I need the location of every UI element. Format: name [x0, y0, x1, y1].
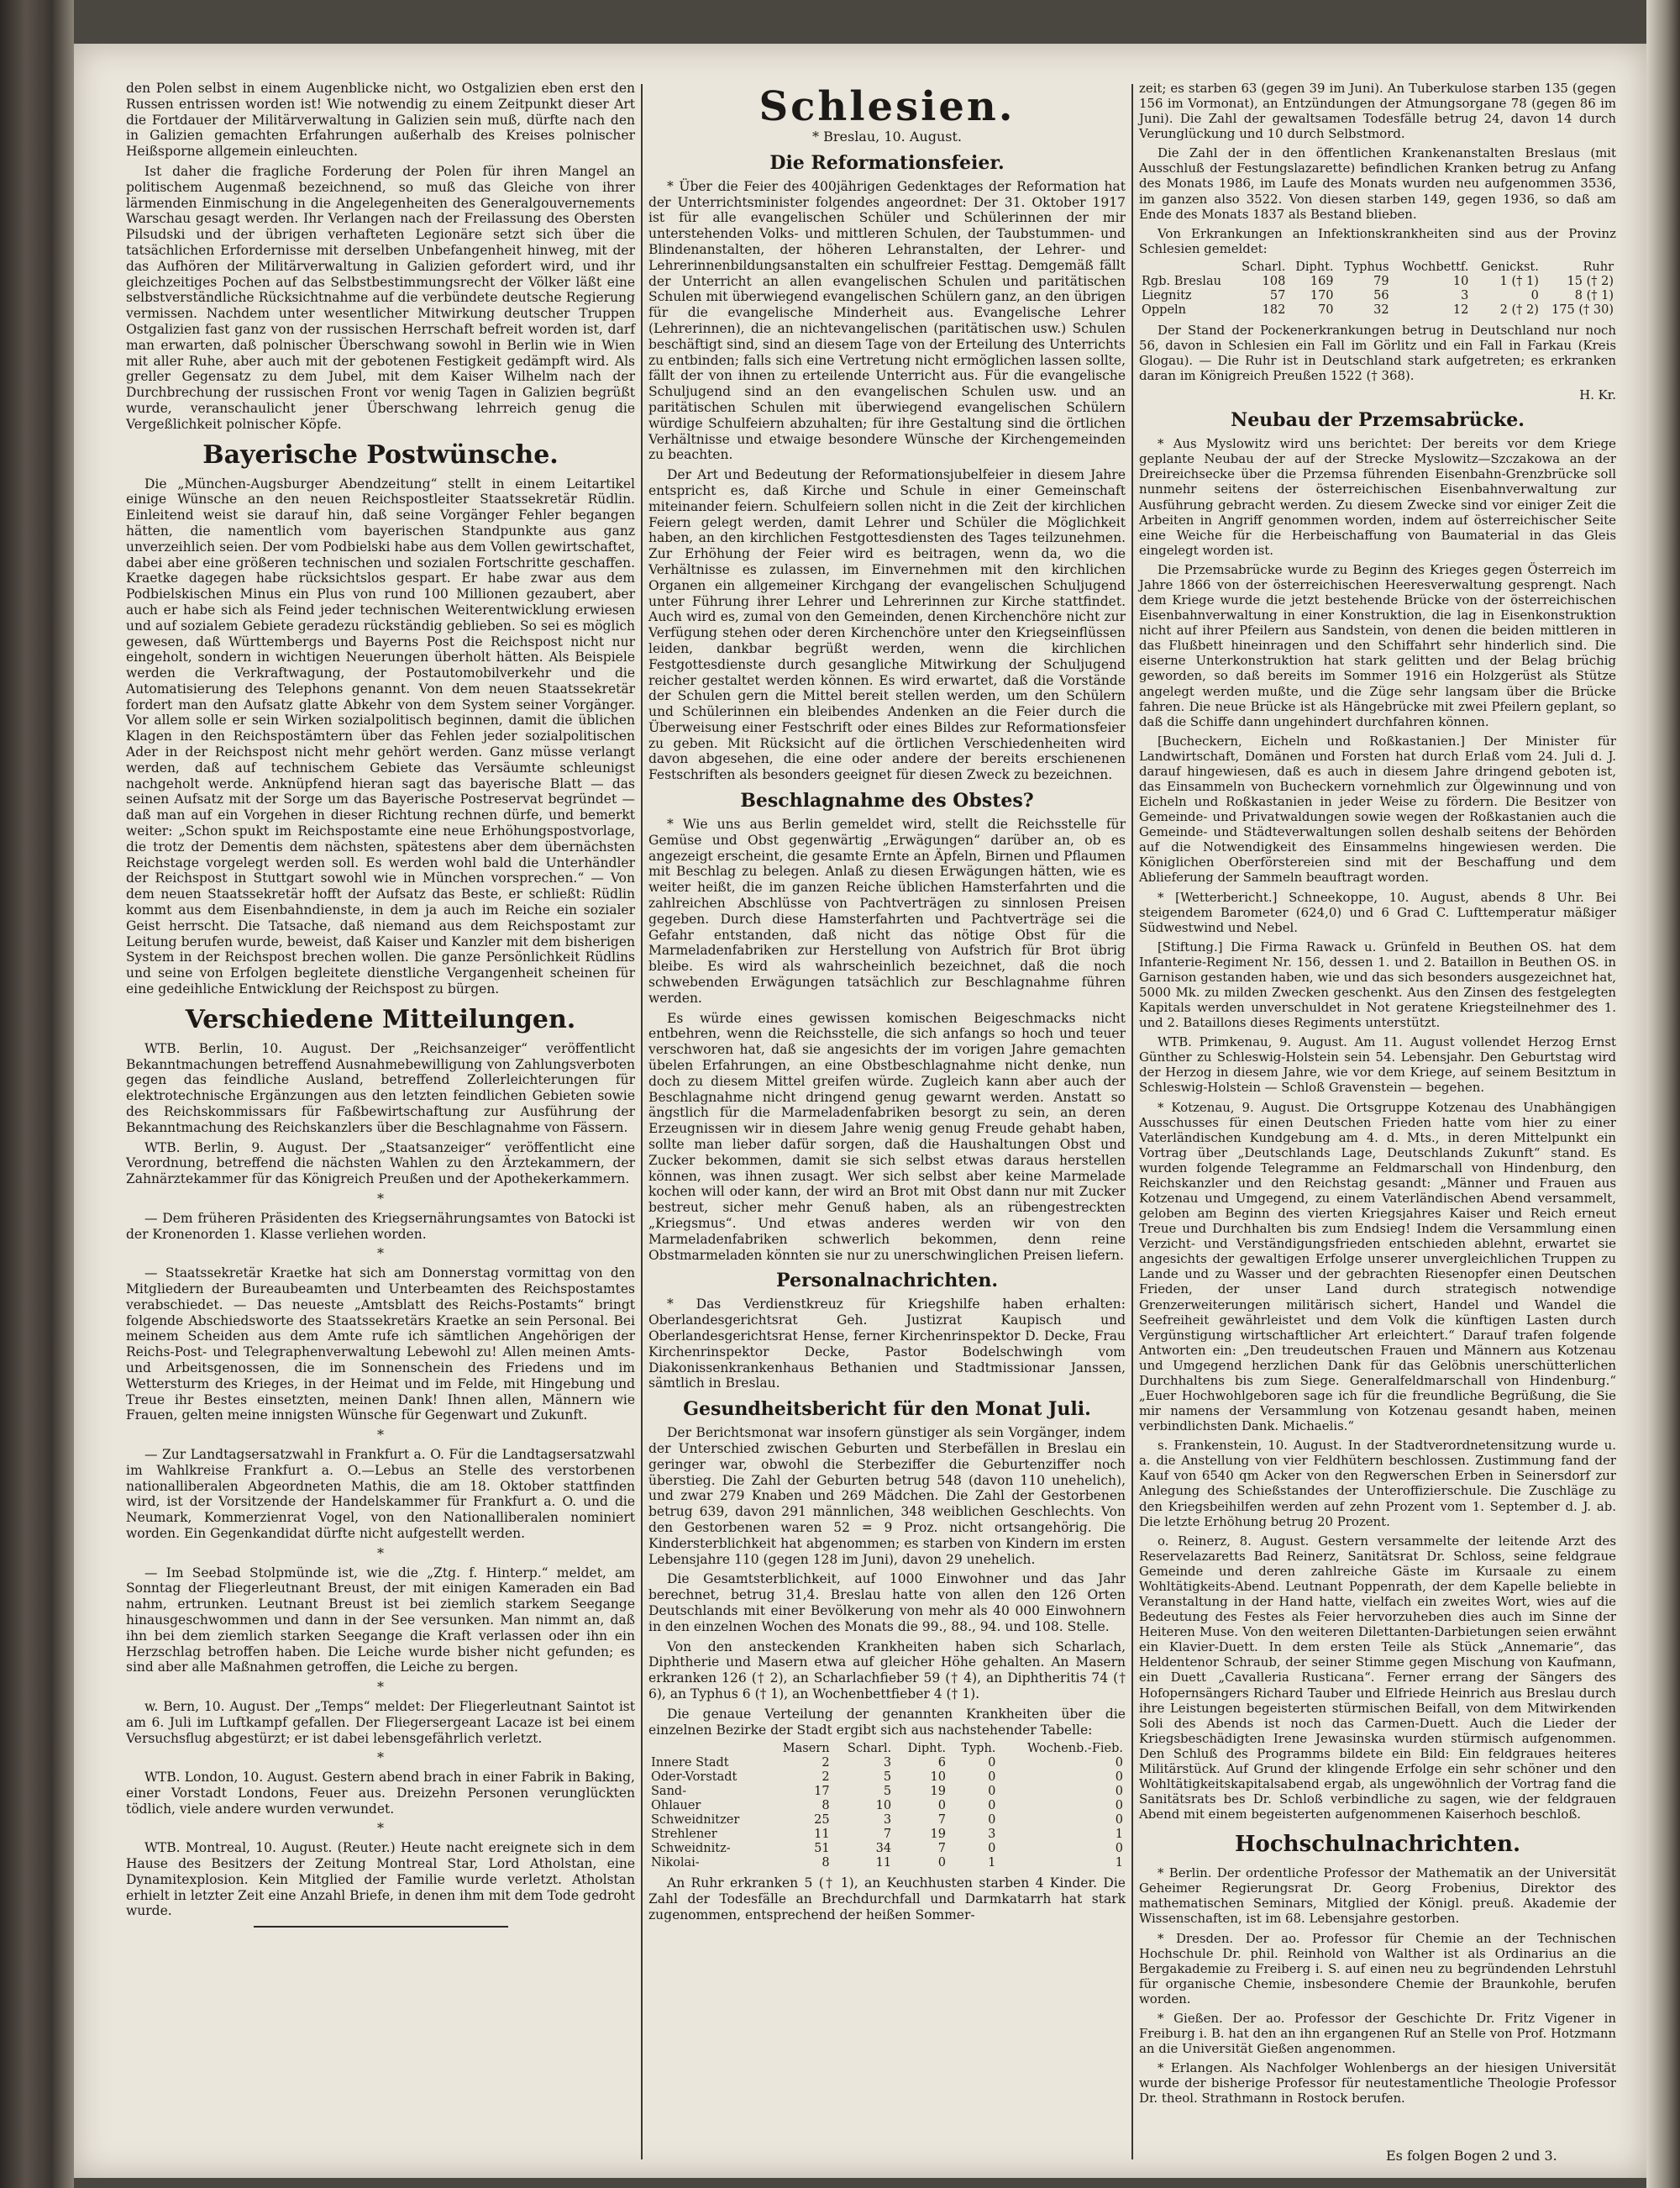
table-cell: 34 [875, 1842, 892, 1856]
table-cell: 70 [1318, 302, 1334, 317]
table-cell: 0 [988, 1785, 996, 1799]
separator-asterisk: * [377, 1191, 384, 1207]
table-cell: 0 [937, 1856, 946, 1870]
article-paragraph: An Ruhr erkranken 5 († 1), an Keuchhusten starben 4 Kinder. Die Zahl der Todesfälle an Brechdurchfall und Darmkatarrh hat stark zugenommen, entsprechend der heißen Sommer- [648, 1875, 1126, 1922]
table-cell: 170 [1310, 288, 1334, 302]
table-cell: 17 [814, 1785, 830, 1799]
table-cell: 1 [988, 1856, 996, 1870]
table-cell: 25 [814, 1813, 830, 1828]
news-item: * Berlin. Der ordentliche Professor der Mathematik an der Universität Geheimer Regierungsrat Dr. Georg Frobenius, Direktor des mathematischen Seminars, Mitglied der Königl. preuß. Akademie der Wissenschaften, ist im 68. Lebensjahre gestorben. [1139, 1865, 1616, 1927]
table-row [648, 1828, 1126, 1842]
continuation-note: Es folgen Bogen 2 und 3. [1386, 2148, 1557, 2164]
article-paragraph: Die Zahl der in den öffentlichen Krankenanstalten Breslaus (mit Ausschluß der Festungslazarette) befindlichen Kranken betrug zu Anfang des Monats 1986, im Laufe des Monats wurden neu aufgenommen 3536, im ganzen also 3522. Von diesen starben 149, gegen 1936, so daß am Ende des Monats 1837 als Bestand blieben. [1139, 145, 1616, 222]
table-cell: 3 [883, 1756, 892, 1770]
table-header-cell: Wochenb.-Fieb. [1027, 1742, 1123, 1756]
article-paragraph: * Aus Myslowitz wird uns berichtet: Der bereits vor dem Kriege geplante Neubau der auf der Strecke Myslowitz—Szczakowa an der Dreireichsecke über die Przemsa führenden Eisenbahn-Grenzbrücke soll nunmehr seitens der österreichischen Eisenbahnverwaltung zur Ausführung gebracht werden. Zu diesem Zwecke sind vor einiger Zeit die Arbeiten in Angriff genommen worden, indem auf österreichischer Seite eine Weiche für die Herbeischaffung von Baumaterial in das Gleis eingelegt worden ist. [1139, 436, 1616, 558]
separator-asterisk: * [377, 1679, 384, 1696]
news-item: — Im Seebad Stolpmünde ist, wie die „Ztg. f. Hinterp.“ meldet, am Sonntag der Fliegerleutnant Breust, der mit einigen Kameraden ein Bad nahm, ertrunken. Leutnant Breust ist bei ziemlich starkem Seegange hinausgeschwommen und dann in der See versunken. Man nimmt an, daß ihn bei dem ziemlich starken Seegange die Kraft verlassen oder ihn ein Herzschlag betroffen haben. Die Leiche wurde bisher nicht gefunden; es sind aber alle Maßnahmen getroffen, die Leiche zu bergen. [126, 1565, 635, 1675]
table-header-cell: Masern [782, 1742, 830, 1756]
article-paragraph: Die genaue Verteilung der genannten Krankheiten über die einzelnen Bezirke der Stadt ergibt sich aus nachstehender Tabelle: [648, 1706, 1126, 1738]
table-cell: 79 [1373, 274, 1389, 288]
article-paragraph: Der Berichtsmonat war insofern günstiger als sein Vorgänger, indem der Unterschied zwischen Geburten und Sterbefällen in Breslau ein geringer war, obwohl die Sterbeziffer die Geburtenziffer noch überstieg. Die Zahl der Geburten betrug 548 (davon 110 unehelich), und zwar 279 Knaben und 269 Mädchen. Die Zahl der Gestorbenen betrug 639, davon 291 männlichen, 348 weiblichen Geschlechts. Von den Gestorbenen waren 52 = 9 Proz. nicht ortsangehörig. Die Kindersterblichkeit hat abgenommen; es starben von Kindern im ersten Lebensjahre 110 (gegen 128 im Juni), davon 29 unehelich. [648, 1425, 1126, 1567]
table-row [648, 1785, 1126, 1799]
heading-verschiedene-mitteilungen: Verschiedene Mitteilungen. [185, 1004, 576, 1034]
article-paragraph: Von den ansteckenden Krankheiten haben sich Scharlach, Diphtherie und Masern etwa auf gleicher Höhe gehalten. An Masern erkranken 126 († 2), an Scharlachfieber 59 († 4), an Diphtheritis 74 († 6), an Typhus 6 († 1), an Wochenbettfieber 4 († 1). [648, 1638, 1126, 1701]
separator-asterisk: * [377, 1820, 384, 1837]
table-header-row [648, 1742, 1126, 1756]
news-item: * Dresden. Der ao. Professor für Chemie an der Technischen Hochschule Dr. phil. Reinhold von Walther ist als Ordinarius an die Bergakademie zu Freiberg i. S. auf einen neu zu begründenden Lehrstuhl für organische Chemie, insbesondere Chemie der Braunkohle, berufen worden. [1139, 1930, 1616, 2007]
table-row [648, 1856, 1126, 1870]
disease-table [648, 1742, 1126, 1870]
table-cell: 51 [814, 1842, 830, 1856]
table-cell: 0 [1115, 1770, 1123, 1785]
table-cell: 8 [822, 1856, 830, 1870]
news-item: s. Frankenstein, 10. August. In der Stadtverordnetensitzung wurde u. a. die Anstellung von vier Feldhütern beschlossen. Zustimmung fand der Kauf von 6540 qm Acker von den Regwerschen Erben in Seinersdorf zur Anlegung des Schießstandes der Unteroffizierschule. Die Zuschläge zu den Kriegsbeihilfen werden auf zehn Prozent vom 1. September d. J. ab. Die letzte Erhöhung betrug 20 Prozent. [1139, 1438, 1616, 1529]
heading-przemsabruecke: Neubau der Przemsabrücke. [1231, 409, 1525, 432]
article-paragraph: den Polen selbst in einem Augenblicke nicht, wo Ostgalizien eben erst den Russen entrissen worden ist! Wie notwendig zu einem Zeitpunkt dieser Art die Fortdauer der Militärverwaltung in Galizien sein muß, dürfte nach den in Galizien gemachten Erfahrungen außerhalb des Kreises polnischer Heißsporne allgemein einleuchten. [126, 81, 635, 160]
column-rule [641, 84, 643, 2159]
column-left [126, 81, 635, 1934]
article-paragraph: * Das Verdienstkreuz für Kriegshilfe haben erhalten: Oberlandesgerichtsrat Geh. Justizrat Kaupisch und Oberlandesgerichtsrat Hense, ferner Kirchenrinspektor D. Decke, Frau Kirchenrinspektor Decke, Pastor Bodelschwingh vom Diakonissenkrankenhaus Bethanien und Stadtmissionar Janssen, sämtlich in Breslau. [648, 1296, 1126, 1391]
separator-asterisk: * [377, 1427, 384, 1444]
table-row [1139, 275, 1616, 289]
article-paragraph: zeit; es starben 63 (gegen 39 im Juni). An Tuberkulose starben 135 (gegen 156 im Vormonat), an Entzündungen der Atmungsorgane 78 (gegen 86 im Juni). Die Zahl der gewaltsamen Todesfälle betrug 24, davon 14 durch Verunglückung und 10 durch Selbstmord. [1139, 81, 1616, 142]
table-cell: 2 [822, 1756, 830, 1770]
article-paragraph: * Über die Feier des 400jährigen Gedenktages der Reformation hat der Unterrichtsminister folgendes angeordnet: Der 31. Oktober 1917 ist für alle evangelischen Schüler und Schülerinnen der mir unterstehenden Volks- und mittleren Schulen, der Taubstummen- und Blindenanstalten, der höheren Lehranstalten, der Lehrer- und Lehrerinnenbildungsanstalten ein schulfreier Festtag. Demgemäß fällt der Unterricht an allen evangelischen Schulen und paritätischen Schulen mit überwiegend evangelischen Schülern ganz, an den übrigen für die evangelische Minderheit aus. Evangelische Lehrer (Lehrerinnen), die an nichtevangelischen (paritätischen usw.) Schulen beschäftigt sind, sind an diesem Tage von der Erteilung des Unterrichts zu entbinden; falls sich eine Vertretung nicht ermöglichen lassen sollte, fällt der von ihnen zu erteilende Unterricht aus. Für die evangelische Schuljugend sind an den evangelischen Schulen usw. und an paritätischen Schulen mit überwiegend evangelischen Schülern würdige Schulfeiern abzuhalten; für ihre Gestaltung sind die örtlichen Verhältnisse und etwaige besondere Wünsche der Kirchengemeinden zu beachten. [648, 178, 1126, 463]
news-item: * Gießen. Der ao. Professor der Geschichte Dr. Fritz Vigener in Freiburg i. B. hat den an ihn ergangenen Ruf an Stelle von Prof. Hotzmann an die Universität Gießen angenommen. [1139, 2010, 1616, 2057]
news-item: WTB. Primkenau, 9. August. Am 11. August vollendet Herzog Ernst Günther zu Schleswig-Holstein sein 54. Lebensjahr. Den Geburtstag wird der Herzog in diesem Jahre, wie vor dem Kriege, auf seinem Besitztum in Schleswig-Holstein — Schloß Gravenstein — begehen. [1139, 1034, 1616, 1096]
news-item: WTB. Montreal, 10. August. (Reuter.) Heute nacht ereignete sich in dem Hause des Besitzers der Zeitung Montreal Star, Lord Atholstan, eine Dynamitexplosion. Kein Mitglied der Familie wurde verletzt. Atholstan erhielt in letzter Zeit eine Anzahl Briefe, in denen ihm mit dem Tode gedroht wurde. [126, 1840, 635, 1919]
table-cell: 0 [1115, 1813, 1123, 1828]
dateline: * Breslau, 10. August. [812, 129, 962, 145]
table-cell: Ohlauer [651, 1799, 701, 1813]
table-header-cell: Typh. [961, 1742, 996, 1756]
table-cell: 11 [875, 1856, 892, 1870]
table-cell: 19 [930, 1828, 946, 1842]
news-item: — Dem früheren Präsidenten des Kriegsernährungsamtes von Batocki ist der Kronenorden 1. Klasse verliehen worden. [126, 1210, 635, 1242]
table-cell: 15 († 2) [1567, 274, 1614, 288]
table-cell: 0 [1530, 288, 1539, 302]
table-cell: 2 († 2) [1499, 302, 1539, 317]
table-cell: 1 [1115, 1828, 1123, 1842]
heading-beschlagnahme-obstes: Beschlagnahme des Obstes? [740, 790, 1034, 813]
table-header-cell: Genickst. [1480, 260, 1539, 274]
table-header-cell [648, 1742, 767, 1756]
table-cell: Oder-Vorstadt [651, 1770, 738, 1785]
table-header-row [1139, 260, 1616, 275]
table-cell: 0 [1115, 1799, 1123, 1813]
heading-personalnachrichten: Personalnachrichten. [776, 1270, 998, 1292]
news-item: — Staatssekretär Kraetke hat sich am Donnerstag vormittag von den Mitgliedern der Bureaubeamten und Unterbeamten des Reichspostamtes verabschiedet. — Das neueste „Amtsblatt des Reichs-Postamts“ bringt folgende Abschiedsworte des Staatssekretärs Kraetke an sein Personal. Bei meinem Scheiden aus dem Amte rufe ich sämtlichen Angehörigen der Reichs-Post- und Telegraphenverwaltung Lebewohl zu! Allen meinen Amts- und Arbeitsgenossen, die im Sonnenschein des Friedens und im Wettersturm des Krieges, in der Heimat und im Felde, mit Hingebung und Treue ihr Bestes einsetzten, meinen Dank! Ihnen allen, Männern wie Frauen, gelten meine innigsten Wünsche für Gegenwart und Zukunft. [126, 1265, 635, 1423]
table-cell: 1 [1115, 1856, 1123, 1870]
table-cell: Innere Stadt [651, 1756, 729, 1770]
table-cell: 0 [988, 1799, 996, 1813]
table-cell: Sand- [651, 1785, 687, 1799]
table-row [648, 1813, 1126, 1828]
table-row [1139, 303, 1616, 318]
table-cell: 0 [1115, 1756, 1123, 1770]
table-cell: 6 [937, 1756, 946, 1770]
table-cell: 7 [883, 1828, 892, 1842]
table-cell: 3 [1461, 288, 1469, 302]
article-paragraph: Von Erkrankungen an Infektionskrankheiten sind aus der Provinz Schlesien gemeldet: [1139, 225, 1616, 256]
article-paragraph: Die „München-Augsburger Abendzeitung“ stellt in einem Leitartikel einige Wünsche an den neuen Reichspostleiter Staatssekretär Rüdlin. Einleitend weist sie darauf hin, daß seine Vorgänger Fehler begangen hätten, die namentlich vom bayerischen Standpunkte aus ganz unverzeihlich seien. Der vom Podbielski habe aus dem Vollen gewirtschaftet, dabei aber eine größeren technischen und sozialen Fortschritte geschaffen. Kraetke dagegen habe rücksichtslos gespart. Er habe zwar aus dem Podbielskischen Minus ein Plus von rund 100 Millionen gezaubert, aber auch er habe sich als Feind jeder technischen Weiterentwicklung erwiesen und auf sozialem Gebiete geradezu rückständig geblieben. So sei es möglich gewesen, daß Württembergs und Bayerns Post die Reichspost nicht nur eingeholt, sondern in wichtigen Neuerungen überholt hätten. Als Beispiele werden die Verkraftwagung, der Postautomobilverkehr und die Automatisierung des Telephons genannt. Von dem neuen Staatssekretär fordert man den Aufsatz glatte Abkehr von dem System seiner Vorgänger. Vor allem solle er sein Wirken sozialpolitisch beginnen, damit die üblichen Klagen in den Reichspostämtern über das Fehlen jeder sozialpolitischen Ader in der Reichspost nicht mehr gehört werden. Ganz müsse verlangt werden, daß auf technischem Gebiete das Versäumte schleunigst nachgeholt werde. Anknüpfend hieran sagt das bayerische Blatt — das seinen Aufsatz mit der Sorge um das Bayerische Postreservat begründet — daß man auf ein Vorgehen in dieser Richtung rechnen dürfe, und bemerkt weiter: „Schon spukt im Reichspostamte eine neue Erhöhungspostvorlage, die trotz der Dementis dem nächsten, spätestens aber dem übernächsten Reichstage vorgelegt werden soll. Es werden wohl bald die Unterhändler der Reichspost in Stuttgart sowohl wie in München vorsprechen.“ — Von dem neuen Staatssekretär hofft der Aufsatz das Beste, er schließt: Rüdlin kommt aus dem Eisenbahndienste, in dem ja auch im Reiche ein sozialer Geist herrscht. Die Tatsache, daß niemand aus dem Reichspostamt zur Leitung berufen wurde, beweist, daß Kaiser und Kanzler mit dem bisherigen System in der Reichspost brechen wollen. Die ganze Persönlichkeit Rüdlins und seine von Erfolgen begleitete dienstliche Vergangenheit scheinen für eine gedeihliche Entwicklung der Reichspost zu bürgen. [126, 476, 635, 997]
table-cell: 3 [883, 1813, 892, 1828]
table-cell: 0 [988, 1756, 996, 1770]
table-header-cell: Ruhr [1583, 260, 1614, 274]
table-cell: 19 [930, 1785, 946, 1799]
table-header-cell: Wochbettf. [1402, 260, 1469, 274]
table-cell: 8 († 1) [1574, 288, 1614, 302]
table-header-cell: Scharl. [847, 1742, 892, 1756]
table-cell: 10 [1452, 274, 1469, 288]
news-item: * Erlangen. Als Nachfolger Wohlenbergs an der hiesigen Universität wurde der bisherige Professor für neutestamentliche Theologie Professor Dr. theol. Strathmann in Rostock berufen. [1139, 2060, 1616, 2106]
column-right [1139, 81, 1616, 2110]
heading-bayerische-postwuensche: Bayerische Postwünsche. [202, 439, 559, 470]
table-row [648, 1799, 1126, 1813]
table-header-cell: Typhus [1344, 260, 1389, 274]
news-item: * [Wetterbericht.] Schneekoppe, 10. August, abends 8 Uhr. Bei steigendem Barometer (624,0) und 6 Grad C. Lufttemperatur mäßiger Südwestwind und Nebel. [1139, 889, 1616, 935]
article-paragraph: Der Stand der Pockenerkrankungen betrug in Deutschland nur noch 56, davon in Schlesien ein Fall im Görlitz und ein Fall in Farkau (Kreis Glogau). — Die Ruhr ist in Deutschland stark aufgetreten; es erkranken daran im Königreich Preußen 1522 († 368). [1139, 322, 1616, 384]
section-divider [254, 1926, 508, 1928]
section-title-schlesien: Schlesien. [759, 83, 1016, 130]
table-cell: 7 [937, 1813, 946, 1828]
table-cell: 0 [988, 1813, 996, 1828]
table-cell: 1 († 1) [1499, 274, 1539, 288]
table-header-cell: Dipht. [1295, 260, 1334, 274]
news-item: o. Reinerz, 8. August. Gestern versammelte der leitende Arzt des Reservelazaretts Bad Reinerz, Sanitätsrat Dr. Schloss, seine feldgraue Gemeinde und deren zahlreiche Gäste im Kursaale zu einem Wohltätigkeits-Abend. Leutnant Poppenrath, der dem Kapelle beliebte in Veranstaltung in der Hand hatte, vielfach ein zweites Wort, wies auf die Bedeutung des Festes als Feier hervorzuheben dies auch im Sinne der Heiteren Muse. Von den weiteren Dilettanten-Darbietungen seien erwähnt ein Klavier-Duett. In dem ersten Teile als Stück „Annemarie“, das Heldentenor Schraub, der seiner Stimme gegen Mischung von Kaufmann, ein Duett „Cavalleria Rusticana“. Ferner errang der Sängers des Hofopernsängers Richard Tauber und Elfriede Heinrich aus Breslau durch ihre Leistungen begeisterten stürmischen Beifall, von dem Mitwirkenden Soli des Abends ist noch das Carmen-Duett. Auch die Lieder der Kriegsbeschädigten Irene Jewasinska wurden stürmisch aufgenommen. Den Schluß des Programms bildete ein Bild: Ein feldgraues heiteres Militärstück. Auf Grund der klingende Erfolge ein sehr schöner und den Wohltätigkeitskapitalsabend ergab, als ungewöhnlich der Vortrag fand die Sanitätsrats bes Dr. Schloß verbindliche zu sagen, wie der feldgrauen Abend mit einem begeisterten aufgenommenen Kaiserhoch beschloß. [1139, 1533, 1616, 1822]
table-cell: 169 [1310, 274, 1334, 288]
table-cell: 10 [930, 1770, 946, 1785]
table-cell: Strehlener [651, 1828, 717, 1842]
table-cell: 175 († 30) [1551, 302, 1614, 317]
table-header-cell [1139, 260, 1233, 275]
table-row [648, 1770, 1126, 1785]
table-cell: 0 [937, 1799, 946, 1813]
table-cell: 5 [883, 1770, 892, 1785]
news-item: WTB. Berlin, 9. August. Der „Staatsanzeiger“ veröffentlicht eine Verordnung, betreffend die nächsten Wahlen zu den Ärztekammern, der Zahnärztekammer für das Königreich Preußen und der Apothekerkammern. [126, 1139, 635, 1187]
table-header-cell: Scharl. [1242, 260, 1286, 274]
article-paragraph: Der Art und Bedeutung der Reformationsjubelfeier in diesem Jahre entspricht es, daß Kirche und Schule in einer Gemeinschaft miteinander feiern. Schulfeiern sollen nicht in die Zeit der kirchlichen Feiern gelegt werden, damit Lehrer und Schüler die Möglichkeit haben, an den kirchlichen Festgottesdiensten des Tages teilzunehmen. Zur Erhöhung der Feier wird es beitragen, wenn da, wo die Verhältnisse es zulassen, im Einvernehmen mit den kirchlichen Organen ein allgemeiner Kirchgang der evangelischen Schuljugend unter Führung ihrer Lehrer und Lehrerinnen zur Kirche stattfindet. Auch wird es, zumal von den Gemeinden, denen Kirchenchöre nicht zur Verfügung stehen oder deren Kirchenchöre unter den Kriegseinflüssen leiden, dankbar begrüßt werden, wenn die kirchlichen Festgottesdienste durch gesangliche Mitwirkung der Schuljugend reicher gestaltet werden können. Es wird erwartet, daß die Vorstände der Schulen gern die Mittel bereit stellen werden, um den Schülern und Schülerinnen ein bleibendes Andenken an die Feier durch die Überweisung einer Festschrift oder eines Bildes zur Reformationsfeier zu geben. Mit Rücksicht auf die örtlichen Verschiedenheiten wird davon abgesehen, die eine oder andere der bereits erschienenen Festschriften als besonders geeignet für diesen Zweck zu bezeichnen. [648, 467, 1126, 783]
table-cell: 32 [1373, 302, 1389, 317]
article-paragraph: Es würde eines gewissen komischen Beigeschmacks nicht entbehren, wenn die Reichsstelle, die sich anfangs so hoch und teuer verschworen hat, daß sie angesichts der im vorigen Jahre gemachten übelen Erfahrungen, an eine Obstbeschlagnahme nicht denke, nun doch zu diesem Mittel greifen würde. Zugleich kann aber auch der Beschlagnahme nicht dringend genug gewarnt werden. Anstatt so ängstlich für die Marmeladenfabriken besorgt zu sein, an deren Erzeugnissen wir in diesem Jahre wenig genug Freude gehabt haben, sollte man lieber dafür sorgen, daß die Haushaltungen Obst und Zucker bekommen, damit sie sich selbst etwas daraus herstellen können, was ihnen zusagt. Wer sich selbst aber keine Marmelade kochen will oder kann, der wird an Brot mit Obst dann nur mit Zucker bestreut, sicher mehr Genuß haben, als an rübengestreckten „Kriegsmus“. Und etwas anderes werden wir von den Marmeladenfabriken schwerlich bekommen, denn reine Obstmarmeladen könnten sie nur zu unerschwinglichen Preisen liefern. [648, 1010, 1126, 1263]
news-item: — Zur Landtagsersatzwahl in Frankfurt a. O. Für die Landtagsersatzwahl im Wahlkreise Frankfurt a. O.—Lebus an Stelle des verstorbenen nationalliberalen Abgeordneten Mathis, die am 18. Oktober stattfinden wird, ist der Vorsitzende der Handelskammer für Frankfurt a. O. und die Neumark, Kommerzienrat Vogel, von den Nationalliberalen nominiert worden. Ein Gegenkandidat dürfte nicht aufgestellt werden. [126, 1446, 635, 1541]
heading-gesundheitsbericht: Gesundheitsbericht für den Monat Juli. [683, 1398, 1091, 1421]
news-item: * Kotzenau, 9. August. Die Ortsgruppe Kotzenau des Unabhängigen Ausschusses für einen Deutschen Frieden hatte vom hier zu einer Vaterländischen Kundgebung am 4. d. Mts., in deren Mittelpunkt ein Vortrag über „Deutschlands Lage, Deutschlands Zukunft“ stand. Es wurden folgende Telegramme an Feldmarschall von Hindenburg, den Reichskanzler und den Reichstag gesandt: „Männer und Frauen aus Kotzenau und Umgegend, zu einem Vaterländischen Abend versammelt, geloben am Beginn des vierten Kriegsjahres Kaiser und Reich erneut Treue und Durchhalten bis zum Endsieg! Indem die Versammlung einen Verzicht- und Verständigungsfrieden entschieden ablehnt, erwartet sie angesichts der gewaltigen Erfolge unserer unvergleichlichen Truppen zu Lande und zu Wasser und der gebrachten Riesenopfer einen Deutschen Frieden, der unser Land durch strategisch notwendige Grenzerweiterungen militärisch sichert, Handel und Wandel die Seefreiheit gewährleistet und dem Volk die künftigen Lasten durch Vergünstigung wirtschaftlicher Art erleichtert.“ Darauf trafen folgende Antworten ein: „Den treudeutschen Frauen und Männern aus Kotzenau und Umgegend herzlichen Dank für das Gelöbnis unerschütterlichen Durchhaltens bis zum Siege. Generalfeldmarschall von Hindenburg.“ „Euer Hochwohlgeboren sage ich für die freundliche Begrüßung, die Sie mir namens der Versammlung von Kotzenau gesandt haben, meinen verbindlichsten Dank. Michaelis.“ [1139, 1099, 1616, 1434]
article-paragraph: * Wie uns aus Berlin gemeldet wird, stellt die Reichsstelle für Gemüse und Obst gegenwärtig „Erwägungen“ darüber an, ob es angezeigt erscheint, die gesamte Ernte an Äpfeln, Birnen und Pflaumen mit Beschlag zu belegen. Anlaß zu diesen Erwägungen hätten, wie es weiter heißt, die im ganzen Reiche üblichen Hamsterfahrten und die zahlreichen Abschlüsse von Pachtverträgen zu sinnlosen Preisen gegeben. Durch diese Hamsterfahrten und Pachtverträge sei die Gefahr entstanden, daß nicht das nötige Obst für die Marmeladenfabriken zur Herstellung von Aufstrich für Brot übrig bleibe. Es wird als wahrscheinlich bezeichnet, daß die noch schwebenden Erwägungen tatsächlich zur Beschlagnahme führen werden. [648, 817, 1126, 1006]
table-cell: 0 [1115, 1785, 1123, 1799]
article-paragraph: Ist daher die fragliche Forderung der Polen für ihren Mangel an politischem Augenmaß bezeichnend, so muß das Gleiche von ihrer lärmenden Einmischung in die Angelegenheiten des Generalgouvernements Warschau gesagt werden. Ihr Verlangen nach der Freilassung des Obersten Pilsudski und der übrigen verhafteten Legionäre setzt sich über die tatsächlichen Erfordernisse mit derselben Unbefangenheit hinweg, mit der das Aufhören der Militärverwaltung in Galizien gefordert wird, und ihr gleichzeitiges Pochen auf das Selbstbestimmungsrecht der Völker läßt eine selbstverständliche Rücksichtnahme auf die verbündete deutsche Regierung vermissen. Nachdem unter wesentlicher Mitwirkung deutscher Truppen Ostgalizien fast ganz von der russischen Herrschaft befreit worden ist, darf man erwarten, daß polnischer Überschwang sowohl in Berlin wie in Wien mit aller Ruhe, aber auch mit der gebotenen Festigkeit gedämpft wird. Als greller Gegensatz zu dem Jubel, mit dem Kaiser Wilhelm nach der Durchbrechung der russischen Front vor wenig Tagen in Galizien begrüßt wurde, veranschaulicht jener Überschwang lehrreich genug die Vergeßlichkeit polnischer Köpfe. [126, 163, 635, 432]
article-paragraph: Die Gesamtsterblichkeit, auf 1000 Einwohner und das Jahr berechnet, betrug 31,4. Breslau hatte von allen den 126 Orten Deutschlands mit einer Bevölkerung von mehr als 40 000 Einwohnern in den einzelnen Wochen des Monats die 99., 88., 94. und 108. Stelle. [648, 1571, 1126, 1634]
table-cell: 57 [1269, 288, 1286, 302]
separator-asterisk: * [377, 1245, 384, 1262]
table-row [648, 1756, 1126, 1770]
heading-reformationsfeier: Die Reformationsfeier. [769, 151, 1005, 174]
table-cell: 12 [1452, 302, 1469, 317]
table-row [1139, 289, 1616, 303]
news-item: [Bucheckern, Eicheln und Roßkastanien.] Der Minister für Landwirtschaft, Domänen und Forsten hat durch Erlaß vom 24. Juli d. J. darauf hingewiesen, daß es auch in diesem Jahre dringend geboten ist, das Einsammeln von Bucheckern vornehmlich zur Ölgewinnung und von Eicheln und Roßkastanien in jeder Weise zu fördern. Die Besitzer von Gemeinde- und Privatwaldungen sowie wegen der Roßkastanien auch die Gemeinde- und Städteverwaltungen sollen deshalb seitens der Behörden auf die Notwendigkeit des Einsammelns hingewiesen werden. Die Königlichen Oberförstereien sind mit der Beschaffung und dem Ablieferung der Sammeln beauftragt worden. [1139, 733, 1616, 886]
table-cell: 0 [988, 1842, 996, 1856]
table-cell: 5 [883, 1785, 892, 1799]
column-rule [1131, 84, 1133, 2159]
table-cell: Nikolai- [651, 1856, 700, 1870]
table-cell: Rgb. Breslau [1142, 274, 1221, 288]
table-cell: 2 [822, 1770, 830, 1785]
article-paragraph: Die Przemsabrücke wurde zu Beginn des Krieges gegen Österreich im Jahre 1866 von der österreichischen Heeresverwaltung gesprengt. Nach dem Kriege wurde die jetzt bestehende Brücke von der österreichischen Eisenbahnverwaltung in einer Konstruktion, die lag in Eisenkonstruktion nicht auf ihrer Pfeilern aus Sandstein, von denen die beiden mittleren in das Flußbett hineinragen und den Schiffahrt sehr hinderlich sind. Die eiserne Unterkonstruktion hat stark gelitten und der Belag brüchig geworden, so daß bereits im Sommer 1916 ein Holzgerüst als Stütze angelegt werden mußte, und die Züge sehr langsam über die Brücke fahren. Die neue Brücke ist als Hängebrücke mit zwei Pfeilern geplant, so daß die Schiffe dann ungehindert durchfahren können. [1139, 561, 1616, 729]
table-cell: Oppeln [1142, 302, 1187, 317]
table-cell: 8 [822, 1799, 830, 1813]
table-cell: 182 [1262, 302, 1286, 317]
table-cell: Schweidnitz- [651, 1842, 731, 1856]
table-row [648, 1842, 1126, 1856]
table-header-cell: Dipht. [907, 1742, 946, 1756]
news-item: WTB. Berlin, 10. August. Der „Reichsanzeiger“ veröffentlicht Bekanntmachungen betreffend Ausnahmebewilligung von Zahlungsverboten gegen das feindliche Ausland, betreffend Zollerleichterungen für elektrotechnische Ergänzungen aus den letzten feindlichen Gebieten sowie des Reichskommissars für Faßbewirtschaftung zur Ausführung der Bekanntmachung des Reichskanzlers über die Beschlagnahme von Fässern. [126, 1040, 635, 1135]
separator-asterisk: * [377, 1749, 384, 1766]
table-cell: 11 [814, 1828, 830, 1842]
table-cell: 3 [988, 1828, 996, 1842]
table-cell: 10 [875, 1799, 892, 1813]
table-cell: 0 [1115, 1842, 1123, 1856]
author-signature: H. Kr. [1579, 387, 1616, 403]
news-item: [Stiftung.] Die Firma Rawack u. Grünfeld in Beuthen OS. hat dem Infanterie-Regiment Nr. 156, dessen 1. und 2. Bataillon in Beuthen OS. in Garnison gestanden haben, wie und das sich besonders ausgezeichnet hat, 5000 Mk. zu milden Zwecken geschenkt. Aus den Zinsen des festgelegten Kapitals werden unverschuldet in Not geratene Kriegsteilnehmer des 1. und 2. Bataillons dieses Regiments unterstützt. [1139, 939, 1616, 1031]
table-cell: Schweidnitzer [651, 1813, 740, 1828]
column-middle [648, 81, 1126, 1928]
separator-asterisk: * [377, 1544, 384, 1561]
table-cell: Liegnitz [1142, 288, 1192, 302]
book-spine [0, 0, 74, 2188]
table-cell: 0 [988, 1770, 996, 1785]
news-item: WTB. London, 10. August. Gestern abend brach in einer Fabrik in Baking, einer Vorstadt Londons, Feuer aus. Dreizehn Personen verunglückten tödlich, viele andere wurden verwundet. [126, 1770, 635, 1817]
table-cell: 7 [937, 1842, 946, 1856]
page-edge [1646, 0, 1680, 2188]
heading-hochschulnachrichten: Hochschulnachrichten. [1234, 1832, 1521, 1858]
table-cell: 56 [1373, 288, 1389, 302]
news-item: w. Bern, 10. August. Der „Temps“ meldet: Der Fliegerleutnant Saintot ist am 6. Juli im Luftkampf gefallen. Der Fliegersergeant Lacaze ist bei einem Versuchsflug abgestürzt; er ist dabei lebensgefährlich verletzt. [126, 1698, 635, 1746]
table-cell: 108 [1262, 274, 1286, 288]
province-disease-table [1139, 260, 1616, 318]
